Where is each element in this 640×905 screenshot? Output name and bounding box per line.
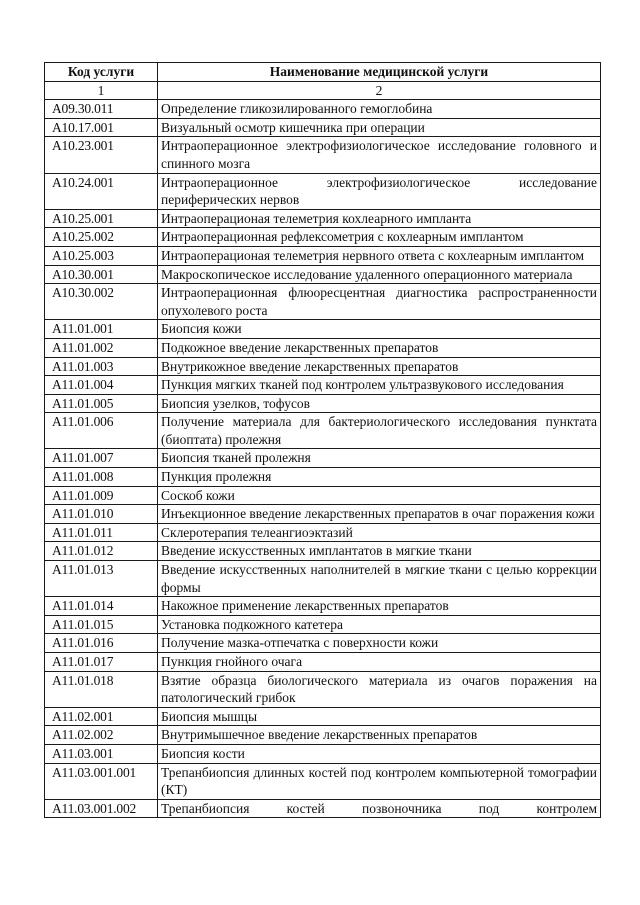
service-code-cell: A10.30.001: [45, 265, 158, 284]
document-page: [44, 62, 600, 818]
table-row: [45, 118, 601, 137]
service-code-cell: A11.02.001: [45, 707, 158, 726]
service-name-cell: Пункция гнойного очага: [158, 653, 601, 672]
service-code-cell: A11.01.010: [45, 505, 158, 524]
service-name-cell: Накожное применение лекарственных препаратов: [158, 597, 601, 616]
service-name-cell: Интраоперационная рефлексометрия с кохлеарным имплантом: [158, 228, 601, 247]
service-name-cell: Биопсия кожи: [158, 320, 601, 339]
service-name-cell: Внутримышечное введение лекарственных препаратов: [158, 726, 601, 745]
service-name-cell: Введение искусственных наполнителей в мягкие ткани с целью коррекции формы: [158, 561, 601, 597]
service-code-cell: A11.01.005: [45, 394, 158, 413]
service-name-cell: Инъекционное введение лекарственных препаратов в очаг поражения кожи: [158, 505, 601, 524]
table-row: [45, 449, 601, 468]
table-row: [45, 265, 601, 284]
column-number-2: 2: [158, 81, 601, 100]
table-row: [45, 542, 601, 561]
table-body: [45, 100, 601, 818]
service-name-cell: Визуальный осмотр кишечника при операции: [158, 118, 601, 137]
service-code-cell: A11.01.003: [45, 357, 158, 376]
table-row: [45, 615, 601, 634]
service-name-cell: Установка подкожного катетера: [158, 615, 601, 634]
service-code-cell: A11.01.014: [45, 597, 158, 616]
medical-services-table: [44, 62, 601, 818]
table-row: [45, 523, 601, 542]
service-code-cell: A11.01.018: [45, 671, 158, 707]
service-name-cell: Подкожное введение лекарственных препаратов: [158, 338, 601, 357]
table-header-row: [45, 63, 601, 82]
service-name-cell: Получение мазка-отпечатка с поверхности кожи: [158, 634, 601, 653]
table-row: [45, 653, 601, 672]
table-row: [45, 338, 601, 357]
table-row: [45, 505, 601, 524]
table-row: [45, 671, 601, 707]
column-number-1: 1: [45, 81, 158, 100]
service-name-cell: Интраоперационное электрофизиологическое исследование головного и спинного мозга: [158, 137, 601, 173]
service-name-cell: Биопсия узелков, тофусов: [158, 394, 601, 413]
service-code-cell: A11.01.007: [45, 449, 158, 468]
service-code-cell: A11.01.006: [45, 413, 158, 449]
service-code-cell: A10.25.003: [45, 246, 158, 265]
header-service-code: Код услуги: [45, 63, 158, 82]
service-name-cell: Внутрикожное введение лекарственных препаратов: [158, 357, 601, 376]
table-row: [45, 468, 601, 487]
table-row: [45, 246, 601, 265]
table-row: [45, 413, 601, 449]
service-name-cell: Трепанбиопсия костей позвоночника под контролем: [158, 799, 601, 818]
service-name-cell: Взятие образца биологического материала из очагов поражения на патологический грибок: [158, 671, 601, 707]
table-row: [45, 376, 601, 395]
table-row: [45, 726, 601, 745]
service-code-cell: A11.01.016: [45, 634, 158, 653]
service-code-cell: A11.01.017: [45, 653, 158, 672]
service-name-cell: Введение искусственных имплантатов в мягкие ткани: [158, 542, 601, 561]
service-code-cell: A11.01.009: [45, 486, 158, 505]
table-row: [45, 744, 601, 763]
service-name-cell: Соскоб кожи: [158, 486, 601, 505]
table-row: [45, 209, 601, 228]
table-row: [45, 100, 601, 119]
service-code-cell: A10.23.001: [45, 137, 158, 173]
table-row: [45, 137, 601, 173]
service-code-cell: A11.01.013: [45, 561, 158, 597]
table-row: [45, 357, 601, 376]
table-row: [45, 597, 601, 616]
table-row: [45, 284, 601, 320]
service-code-cell: A11.03.001: [45, 744, 158, 763]
table-row: [45, 486, 601, 505]
table-row: [45, 320, 601, 339]
service-code-cell: A11.01.015: [45, 615, 158, 634]
table-row: [45, 228, 601, 247]
header-service-name: Наименование медицинской услуги: [158, 63, 601, 82]
column-number-row: [45, 81, 601, 100]
service-code-cell: A11.01.002: [45, 338, 158, 357]
service-code-cell: A10.25.001: [45, 209, 158, 228]
service-code-cell: A09.30.011: [45, 100, 158, 119]
service-name-cell: Определение гликозилированного гемоглобина: [158, 100, 601, 119]
service-name-cell: Склеротерапия телеангиоэктазий: [158, 523, 601, 542]
service-name-cell: Биопсия мышцы: [158, 707, 601, 726]
service-code-cell: A11.01.001: [45, 320, 158, 339]
service-name-cell: Интраоперационная флюоресцентная диагностика распространенности опухолевого роста: [158, 284, 601, 320]
service-name-cell: Макроскопическое исследование удаленного операционного материала: [158, 265, 601, 284]
service-code-cell: A10.24.001: [45, 173, 158, 209]
table-row: [45, 707, 601, 726]
table-row: [45, 561, 601, 597]
service-code-cell: A10.30.002: [45, 284, 158, 320]
service-name-cell: Пункция пролежня: [158, 468, 601, 487]
service-code-cell: A11.03.001.002: [45, 799, 158, 818]
service-code-cell: A11.01.012: [45, 542, 158, 561]
service-code-cell: A10.17.001: [45, 118, 158, 137]
service-name-cell: Интраоперационное электрофизиологическое исследование периферических нервов: [158, 173, 601, 209]
service-code-cell: A11.01.008: [45, 468, 158, 487]
table-row: [45, 799, 601, 818]
table-row: [45, 634, 601, 653]
service-name-cell: Интраоперационая телеметрия кохлеарного импланта: [158, 209, 601, 228]
service-name-cell: Биопсия кости: [158, 744, 601, 763]
service-name-cell: Трепанбиопсия длинных костей под контролем компьютерной томографии (КТ): [158, 763, 601, 799]
table-row: [45, 173, 601, 209]
service-code-cell: A11.03.001.001: [45, 763, 158, 799]
service-name-cell: Пункция мягких тканей под контролем ультразвукового исследования: [158, 376, 601, 395]
table-row: [45, 763, 601, 799]
service-code-cell: A11.01.011: [45, 523, 158, 542]
service-code-cell: A11.01.004: [45, 376, 158, 395]
service-code-cell: A10.25.002: [45, 228, 158, 247]
service-name-cell: Интраоперационая телеметрия нервного ответа с кохлеарным имплантом: [158, 246, 601, 265]
table-row: [45, 394, 601, 413]
service-name-cell: Получение материала для бактериологического исследования пунктата (биоптата) пролежня: [158, 413, 601, 449]
service-name-cell: Биопсия тканей пролежня: [158, 449, 601, 468]
service-code-cell: A11.02.002: [45, 726, 158, 745]
